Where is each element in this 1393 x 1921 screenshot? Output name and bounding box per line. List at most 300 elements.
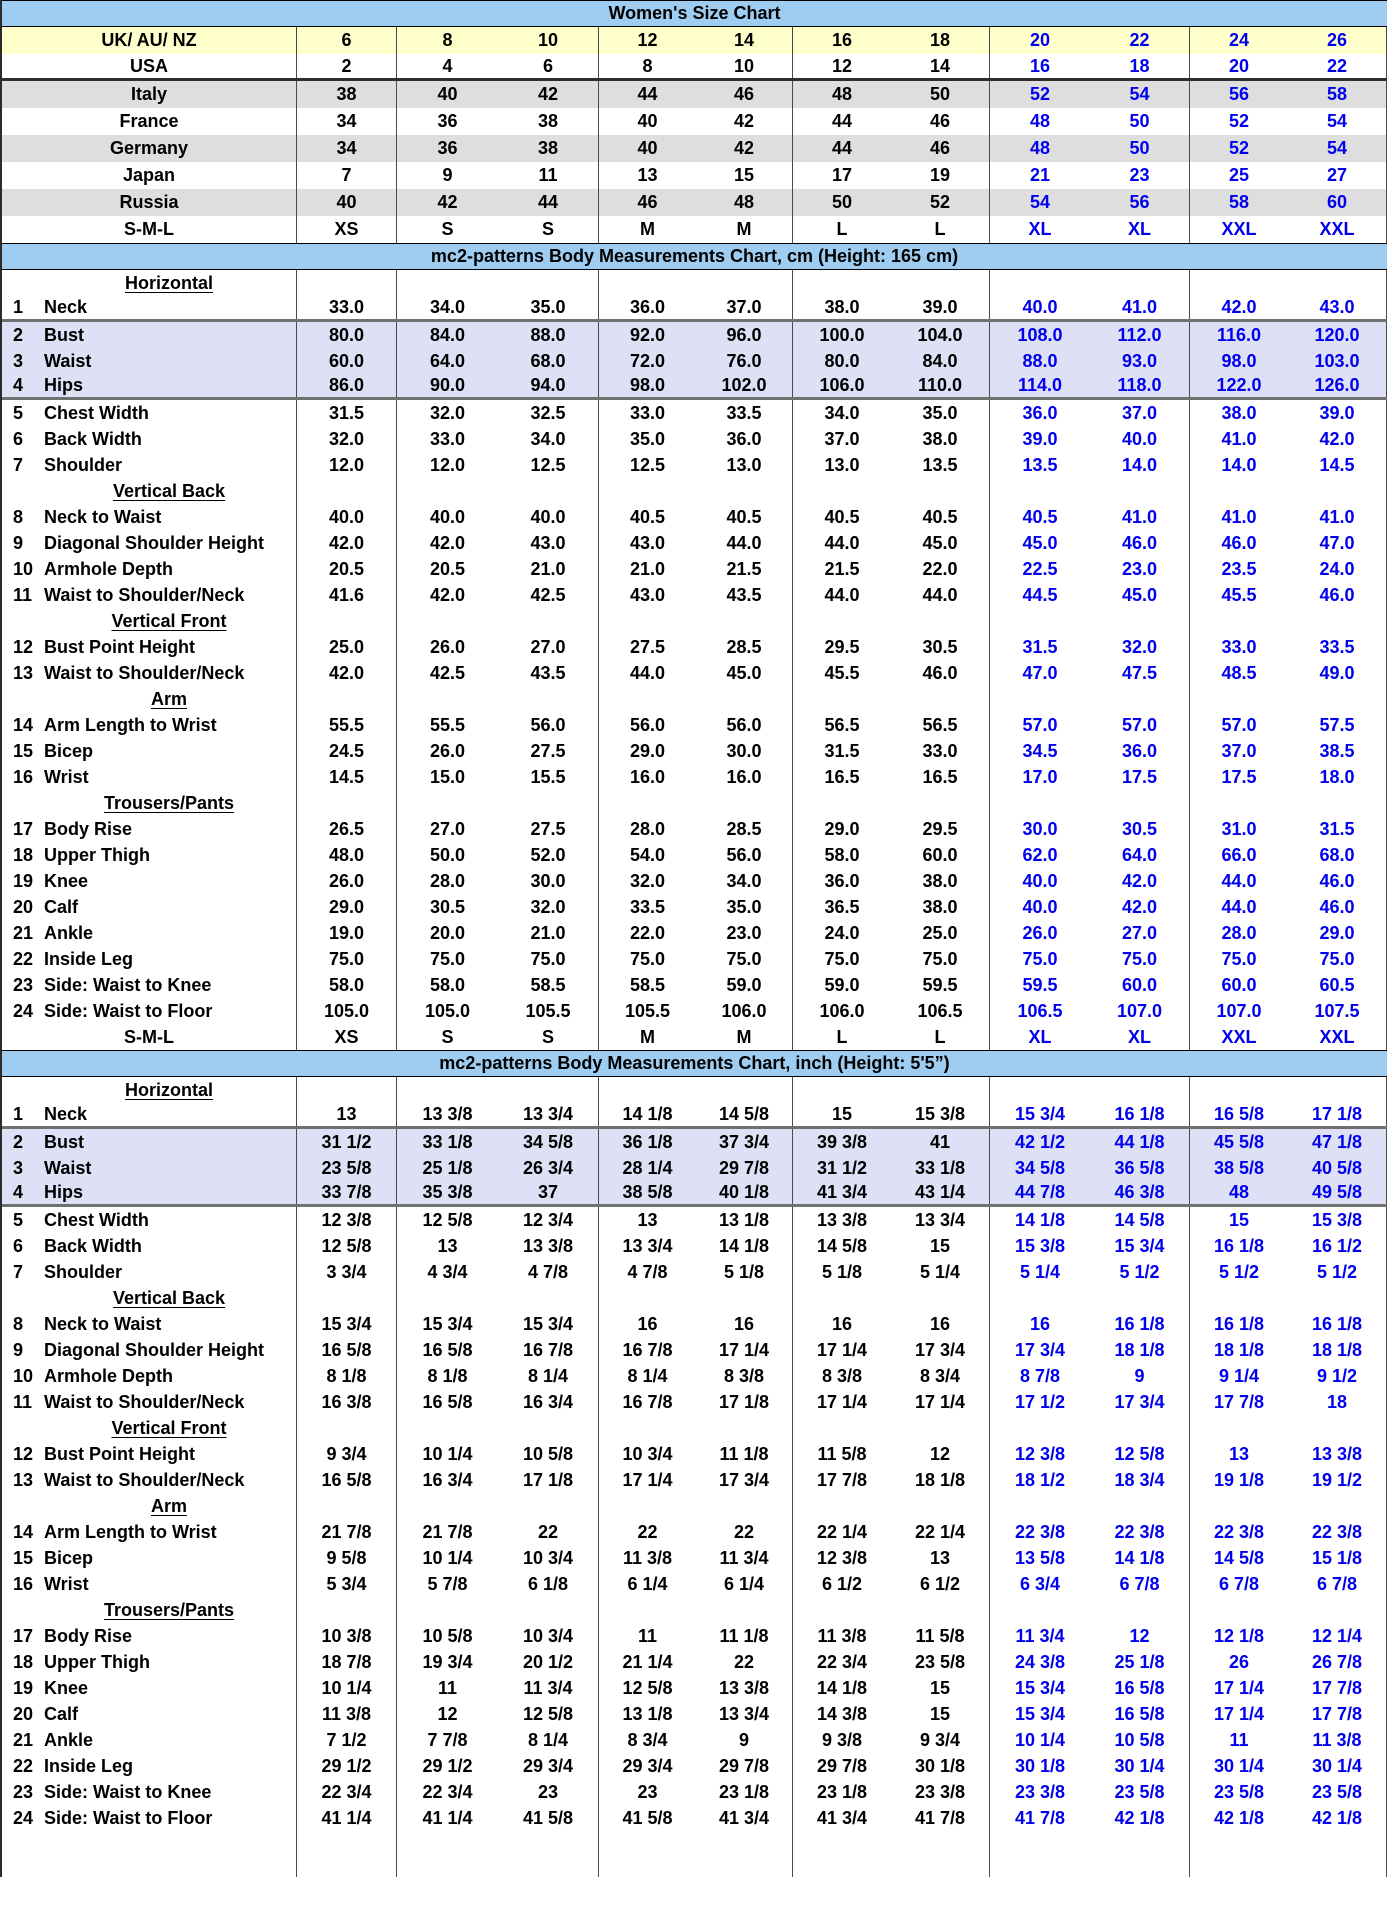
row-number: 4	[13, 375, 24, 395]
cell-value: 26	[1228, 1651, 1250, 1672]
cell-value: 106.0	[819, 1000, 865, 1021]
row-number: 9	[13, 1339, 24, 1360]
cell-value: 43 1/4	[891, 1181, 990, 1204]
cell-value: 5 1/2	[1218, 1261, 1260, 1282]
cell-value: 56.0	[498, 712, 599, 738]
cell-value: 35 3/8	[422, 1182, 473, 1202]
cell-value: 10	[696, 54, 793, 78]
cell-value: 42.0	[297, 660, 397, 686]
cell-value: 29 1/2	[422, 1755, 473, 1776]
cell-value: 75.0	[498, 946, 599, 972]
cell-value: 44.0	[696, 530, 793, 556]
cell-value	[793, 1285, 891, 1311]
cell-value: 9 3/8	[821, 1729, 863, 1750]
row-label-text: Inside Leg	[44, 948, 134, 969]
cell-value	[1090, 608, 1190, 634]
cell-value: 52	[891, 189, 990, 216]
cell-value: 68.0	[498, 348, 599, 374]
row-label	[2, 530, 297, 556]
row-label	[2, 1129, 297, 1155]
row-label	[2, 790, 297, 816]
cell-value: 44.0	[891, 582, 990, 608]
cell-value: 10 3/4	[622, 1443, 673, 1464]
table-row	[2, 842, 1387, 868]
size-chart-title: Women's Size Chart	[608, 3, 781, 23]
row-label	[2, 686, 297, 712]
cell-value: 41.0	[1221, 428, 1257, 449]
cell-value	[891, 1597, 990, 1623]
cell-value	[990, 1285, 1090, 1311]
cell-value: 11 5/8	[817, 1443, 867, 1464]
table-row	[2, 1649, 1387, 1675]
size-chart-title-bar	[2, 0, 1387, 27]
section-header: Trousers/Pants	[103, 792, 235, 813]
cell-value: 4 3/4	[427, 1261, 468, 1282]
row-label	[2, 1389, 297, 1415]
cell-value: XL	[1090, 216, 1190, 243]
row-label	[2, 296, 297, 319]
cell-value: 13	[637, 1209, 658, 1230]
cell-value: 22.5	[1022, 558, 1058, 579]
cell-value	[1090, 478, 1190, 504]
cell-value: 38.0	[891, 426, 990, 452]
cell-value: 2	[297, 54, 397, 78]
cell-value: 16 3/4	[422, 1469, 473, 1490]
cell-value: 14 5/8	[696, 1103, 793, 1126]
cell-value: 14	[891, 54, 990, 78]
cell-value: 20 1/2	[498, 1649, 599, 1675]
cell-value: 44.0	[1221, 870, 1257, 891]
table-row	[2, 135, 1387, 162]
cell-value: 29.0	[297, 894, 397, 920]
cell-value: 33.0	[891, 738, 990, 764]
cell-value	[793, 1493, 891, 1519]
table-row	[2, 296, 1387, 322]
cell-value	[397, 478, 498, 504]
cell-value	[1288, 270, 1387, 296]
cell-value	[1190, 790, 1288, 816]
cell-value: 16 3/4	[498, 1389, 599, 1415]
section-header: Horizontal	[125, 1079, 213, 1100]
cell-value: 107.0	[1090, 998, 1190, 1024]
cell-value: 31.5	[297, 400, 397, 426]
cell-value	[990, 1493, 1090, 1519]
cell-value: 18 3/4	[1090, 1467, 1190, 1493]
cell-value: 20	[1228, 55, 1250, 76]
cell-value: 39.0	[1022, 428, 1058, 449]
row-label	[2, 162, 297, 189]
cell-value	[990, 1077, 1090, 1103]
cell-value: 9 3/4	[297, 1441, 397, 1467]
cell-value: 4	[442, 55, 453, 76]
row-number: 16	[13, 1573, 34, 1594]
cell-value	[1090, 686, 1190, 712]
cell-value: 31.5	[1022, 636, 1058, 657]
cell-value: 38	[498, 135, 599, 162]
cell-value: 26	[1288, 27, 1387, 54]
table-row	[2, 816, 1387, 842]
cell-value	[1190, 1831, 1288, 1877]
cell-value: XXL	[1221, 219, 1257, 239]
cell-value: 41 5/8	[498, 1805, 599, 1831]
row-number: 7	[13, 454, 24, 475]
cell-value: 19 3/4	[422, 1651, 473, 1672]
cell-value: 15 3/8	[1288, 1207, 1387, 1233]
cell-value: 12 1/4	[1288, 1623, 1387, 1649]
cell-value: 16	[637, 1313, 658, 1334]
row-label-text: Wrist	[44, 766, 89, 787]
row-label	[2, 556, 297, 582]
cell-value: 5 1/8	[821, 1261, 863, 1282]
cell-value	[1090, 1285, 1190, 1311]
cell-value: 32.0	[297, 426, 397, 452]
row-label	[2, 894, 297, 920]
cell-value: XL	[1090, 1024, 1190, 1050]
table-row	[2, 504, 1387, 530]
cell-value: 10 5/8	[422, 1625, 473, 1646]
cell-value: 36	[437, 111, 458, 131]
table-row	[2, 1129, 1387, 1155]
cell-value: 16 1/2	[1288, 1233, 1387, 1259]
cell-value: 34.0	[696, 868, 793, 894]
cell-value	[1190, 1415, 1288, 1441]
section-header: Arm	[150, 688, 187, 709]
cell-value: 72.0	[629, 350, 666, 371]
row-number: 10	[13, 558, 34, 579]
row-number: 8	[13, 506, 24, 527]
row-label-text: Bust Point Height	[44, 1443, 195, 1464]
cell-value: 8 7/8	[1019, 1365, 1061, 1386]
table-row	[2, 270, 1387, 296]
cell-value: 15 3/4	[1014, 1677, 1066, 1698]
cell-value	[1288, 790, 1387, 816]
cell-value	[891, 1493, 990, 1519]
row-label-text: Body Rise	[44, 818, 133, 839]
cell-value: 35.0	[498, 296, 599, 319]
cell-value: 20.5	[429, 558, 466, 579]
cell-value: 26.0	[429, 740, 466, 761]
cell-value: 31.5	[824, 740, 860, 761]
cell-value: 13.0	[696, 452, 793, 478]
table-row	[2, 108, 1387, 135]
cell-value	[297, 478, 397, 504]
cell-value	[599, 1285, 696, 1311]
row-label	[2, 27, 297, 54]
cell-value	[599, 686, 696, 712]
cell-value: 12.5	[498, 452, 599, 478]
row-number: 4	[13, 1182, 24, 1202]
cell-value: 40.0	[498, 504, 599, 530]
cell-value: 13 3/8	[816, 1209, 868, 1230]
cell-value: 11 3/4	[696, 1545, 793, 1571]
cell-value: 22	[1090, 27, 1190, 54]
row-label-text: Waist	[44, 1157, 92, 1178]
cell-value: 18	[1090, 54, 1190, 78]
cell-value: 13 5/8	[1014, 1547, 1066, 1568]
cell-value	[297, 686, 397, 712]
cell-value: 38.0	[1221, 402, 1257, 423]
cell-value: 52	[1029, 84, 1051, 104]
row-label	[2, 998, 297, 1024]
cell-value: 30 1/4	[1288, 1753, 1387, 1779]
cell-value: 26 7/8	[1288, 1649, 1387, 1675]
cell-value: 38 5/8	[622, 1182, 673, 1202]
cell-value: 15 3/4	[498, 1311, 599, 1337]
row-label-text: Upper Thigh	[44, 1651, 150, 1672]
cell-value: 40.0	[1022, 896, 1058, 917]
table-row	[2, 1467, 1387, 1493]
cell-value: 52.0	[498, 842, 599, 868]
cell-value: 23 5/8	[1213, 1781, 1265, 1802]
cell-value: 15	[891, 1675, 990, 1701]
cell-value	[498, 478, 599, 504]
cell-value: 55.5	[429, 714, 466, 735]
section-header: Vertical Front	[111, 1417, 227, 1438]
row-label-text: Waist to Shoulder/Neck	[44, 662, 245, 683]
cell-value: 8	[442, 30, 453, 50]
row-number: 20	[13, 1703, 34, 1724]
cell-value: 42.0	[1288, 426, 1387, 452]
cell-value: 48	[1029, 111, 1051, 131]
table-row	[2, 686, 1387, 712]
table-row	[2, 1389, 1387, 1415]
cell-value: 22.0	[891, 556, 990, 582]
cell-value: 11	[637, 1625, 658, 1646]
cell-value: 5 3/4	[297, 1571, 397, 1597]
cell-value	[891, 1831, 990, 1877]
cell-value: 42 1/8	[1213, 1807, 1265, 1828]
cell-value: 10 5/8	[1090, 1727, 1190, 1753]
cell-value: 29 1/2	[297, 1753, 397, 1779]
section-header: Vertical Front	[111, 610, 227, 631]
row-label	[2, 216, 297, 243]
cell-value: 6 7/8	[1090, 1571, 1190, 1597]
cell-value: 68.0	[1288, 842, 1387, 868]
row-number: 13	[13, 662, 34, 683]
cell-value: 16 5/8	[422, 1339, 473, 1360]
cell-value: 16 3/8	[297, 1389, 397, 1415]
cell-value: XS	[297, 1024, 397, 1050]
row-number: 21	[13, 922, 34, 943]
cell-value: 29.0	[1288, 920, 1387, 946]
row-number: 8	[13, 1313, 24, 1334]
cell-value	[1190, 1285, 1288, 1311]
cell-value: 41 1/4	[297, 1805, 397, 1831]
row-number: 1	[13, 297, 24, 317]
row-label-text: Armhole Depth	[44, 558, 174, 579]
cell-value	[1090, 1493, 1190, 1519]
cell-value: 21 1/4	[622, 1651, 673, 1672]
cell-value: 17 3/4	[696, 1467, 793, 1493]
cell-value: 106.5	[1017, 1000, 1063, 1021]
row-label	[2, 478, 297, 504]
cell-value: 9	[1090, 1363, 1190, 1389]
cell-value	[793, 686, 891, 712]
cell-value	[297, 1077, 397, 1103]
cell-value: 22 3/8	[1213, 1521, 1265, 1542]
cell-value: 25 1/8	[422, 1157, 473, 1178]
cell-value: 14 1/8	[622, 1104, 673, 1124]
table-row	[2, 216, 1387, 243]
cell-value: 23.0	[696, 920, 793, 946]
cell-value: 21.0	[629, 558, 666, 579]
cell-value: 36 5/8	[1090, 1155, 1190, 1181]
cell-value: 42.0	[429, 584, 466, 605]
cell-value: 47.0	[1022, 662, 1058, 683]
row-number: 19	[13, 1677, 34, 1698]
cell-value: 15 3/4	[1014, 1703, 1066, 1724]
cell-value: 13 3/8	[422, 1104, 473, 1124]
row-label	[2, 54, 297, 78]
cell-value: 28.5	[696, 634, 793, 660]
row-label-text: Inside Leg	[44, 1755, 134, 1776]
cell-value: 16	[831, 30, 853, 50]
row-label	[2, 400, 297, 426]
cell-value: 17 3/4	[1014, 1339, 1066, 1360]
cell-value: 27.0	[1090, 920, 1190, 946]
row-label-text: UK/ AU/ NZ	[101, 30, 197, 50]
cell-value: 18 1/8	[891, 1467, 990, 1493]
cell-value: 14.0	[1221, 454, 1257, 475]
row-label	[2, 1675, 297, 1701]
cell-value: 17 3/4	[1090, 1389, 1190, 1415]
cell-value: 24 3/8	[1014, 1651, 1066, 1672]
cell-value: 24.0	[824, 922, 860, 943]
row-label	[2, 1493, 297, 1519]
cell-value: 60.0	[297, 348, 397, 374]
cell-value: 17 1/4	[622, 1469, 673, 1490]
table-row	[2, 1233, 1387, 1259]
cell-value: 29.5	[891, 816, 990, 842]
cell-value: 13 1/8	[622, 1703, 673, 1724]
cell-value: 26.0	[429, 636, 466, 657]
table-row	[2, 189, 1387, 216]
cell-value: 80.0	[824, 350, 860, 371]
cell-value: 105.0	[424, 1000, 471, 1021]
row-label	[2, 1207, 297, 1233]
cell-value	[891, 686, 990, 712]
cell-value: 58.5	[629, 974, 666, 995]
cell-value: 41 3/4	[816, 1182, 868, 1202]
cell-value: 17 1/4	[816, 1339, 868, 1360]
cell-value: 15	[831, 1104, 853, 1124]
cell-value: 6 1/4	[627, 1573, 668, 1594]
cell-value: 13 1/8	[696, 1207, 793, 1233]
table-row	[2, 634, 1387, 660]
cell-value	[297, 1285, 397, 1311]
cell-value: 62.0	[1022, 844, 1058, 865]
cell-value: 5 1/4	[1019, 1261, 1061, 1282]
cell-value: 54.0	[629, 844, 666, 865]
cell-value: 48	[831, 84, 853, 104]
table-row	[2, 162, 1387, 189]
row-label	[2, 81, 297, 108]
cell-value: 75.0	[297, 946, 397, 972]
cell-value: 75.0	[629, 948, 666, 969]
row-label-text: Waist to Shoulder/Neck	[44, 584, 245, 605]
row-label	[2, 1337, 297, 1363]
cell-value: 17	[831, 165, 853, 185]
cell-value: 42	[437, 192, 458, 212]
cell-value: 58	[1288, 81, 1387, 108]
cell-value: 58.0	[429, 974, 466, 995]
row-number: 12	[13, 1443, 34, 1464]
cell-value: 9	[696, 1727, 793, 1753]
cell-value: S	[498, 216, 599, 243]
cell-value	[696, 790, 793, 816]
cell-value	[1288, 1597, 1387, 1623]
cell-value: 19 1/8	[1213, 1469, 1265, 1490]
cell-value: 44	[637, 84, 658, 104]
cell-value	[793, 790, 891, 816]
cell-value	[397, 1493, 498, 1519]
cell-value: 46.0	[1090, 530, 1190, 556]
cell-value: 33.5	[629, 896, 666, 917]
cell-value: 9 3/4	[891, 1727, 990, 1753]
cell-value	[1288, 608, 1387, 634]
cell-value: 60	[1288, 189, 1387, 216]
cell-value: 15 1/8	[1288, 1545, 1387, 1571]
cell-value: 14.0	[1090, 452, 1190, 478]
table-row	[2, 660, 1387, 686]
cell-value: 13.5	[1022, 454, 1058, 475]
row-label	[2, 1519, 297, 1545]
cell-value: 36.0	[629, 297, 666, 317]
cell-value: 23 1/8	[696, 1779, 793, 1805]
cell-value: 30.0	[498, 868, 599, 894]
row-label	[2, 1233, 297, 1259]
row-label-text: Arm Length to Wrist	[44, 1521, 217, 1542]
cell-value	[599, 1415, 696, 1441]
cell-value: 13 3/4	[891, 1207, 990, 1233]
cell-value: 46.0	[891, 660, 990, 686]
cell-value: 33.0	[429, 428, 466, 449]
cell-value: 19	[891, 162, 990, 189]
cell-value: 39.0	[891, 296, 990, 319]
row-label	[2, 1597, 297, 1623]
cell-value: 44	[498, 189, 599, 216]
cell-value: 12	[637, 30, 658, 50]
row-label	[2, 135, 297, 162]
row-number: 24	[13, 1807, 34, 1828]
row-label-text: Russia	[119, 192, 179, 212]
inch-measurements-table	[2, 1077, 1387, 1831]
table-row	[2, 1519, 1387, 1545]
cell-value: 22	[498, 1519, 599, 1545]
cell-value: 34.0	[498, 426, 599, 452]
cell-value: 14 1/8	[816, 1677, 868, 1698]
cell-value: 13	[437, 1235, 458, 1256]
cell-value: 15 3/8	[1014, 1235, 1066, 1256]
cell-value: 12 5/8	[1090, 1441, 1190, 1467]
row-label	[2, 1181, 297, 1204]
cell-value: 16 7/8	[622, 1391, 673, 1412]
row-label	[2, 842, 297, 868]
cell-value: 45.0	[1022, 532, 1058, 553]
cell-value	[397, 1597, 498, 1623]
cell-value: 126.0	[1288, 374, 1387, 397]
cell-value: 54	[1288, 135, 1387, 162]
cell-value: 12	[1090, 1623, 1190, 1649]
cell-value: 15 3/8	[891, 1103, 990, 1126]
cell-value: 96.0	[696, 322, 793, 348]
cell-value: 94.0	[498, 374, 599, 397]
table-row	[2, 764, 1387, 790]
cell-value: 40.5	[1022, 506, 1058, 527]
cell-value: 58.0	[824, 844, 860, 865]
cell-value: 17 7/8	[1213, 1391, 1265, 1412]
cell-value	[696, 1285, 793, 1311]
